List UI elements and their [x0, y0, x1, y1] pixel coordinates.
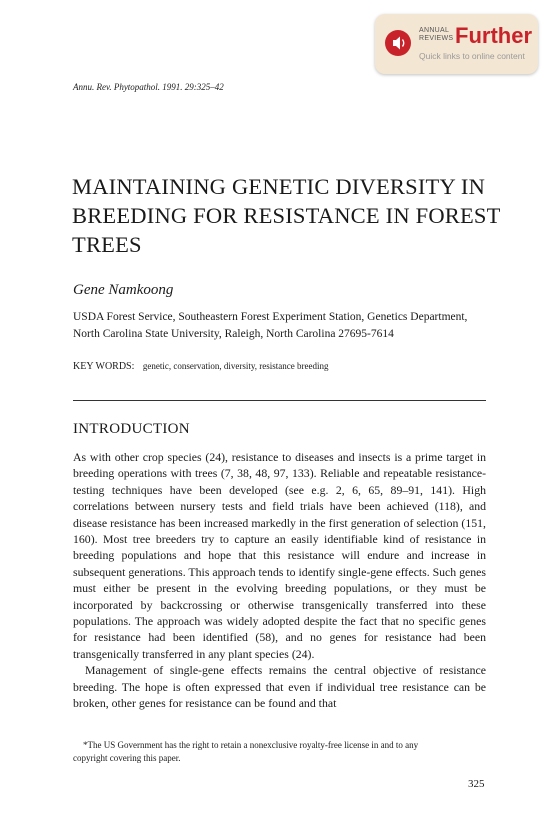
page-number: 325	[468, 778, 485, 790]
further-badge[interactable]	[375, 14, 538, 74]
speaker-logo-icon	[385, 30, 411, 56]
publisher-name: ANNUAL REVIEWS	[419, 27, 454, 42]
author-name: Gene Namkoong	[73, 282, 174, 298]
affiliation-line: North Carolina State University, Raleigh, North Carolina 27695-7614	[73, 328, 394, 340]
keywords-values: genetic, conservation, diversity, resistance breeding	[142, 361, 329, 371]
article-title: MAINTAINING GENETIC DIVERSITY IN BREEDING FOR RESISTANCE IN FOREST TREES	[72, 174, 501, 257]
author-affiliation	[73, 309, 493, 343]
footnote: *The US Government has the right to retain a nonexclusive royalty-free license in and to any copyright covering this paper.	[73, 740, 419, 763]
journal-citation: Annu. Rev. Phytopathol. 1991. 29:325–42	[73, 82, 224, 92]
further-wordmark: Further	[455, 23, 532, 48]
body-text	[73, 449, 486, 712]
further-tagline: Quick links to online content	[419, 51, 525, 61]
body-paragraph: Management of single-gene effects remains the central objective of resistance breeding. The hope is often expressed that even if individual tree resistance can be broken, other genes for resistance can be found and that	[73, 663, 486, 711]
section-heading: INTRODUCTION	[73, 421, 190, 437]
keywords-line	[73, 361, 329, 372]
section-divider	[73, 400, 486, 401]
keywords-label: KEY WORDS:	[73, 361, 135, 372]
body-paragraph: As with other crop species (24), resistance to diseases and insects is a prime target in breeding operations with trees (7, 38, 48, 97, 133). Reliable and repeatable resistance-testing techniques have been developed (see e.g. 2, 6, 65, 89–91, 141). High correlations between nursery tests and field trials have been achieved (118), and disease resistance has been increased markedly in the first generation of selection (151, 160). Most tree breeders try to capture an easily identifiable kind of resistance in breeding populations and hope that this resistance will endure and increase in subsequent generations. This approach tends to identify single-gene effects. Such genes must either be present in the evolving breeding populations, or they must be incorporated by backcrossing or otherwise transgenically transferred into these populations. The approach was widely adopted despite the fact that no specific genes for resistance had been identified (58), and no genes for resistance had been transgenically transferred in any plant species (24).	[73, 450, 487, 661]
affiliation-line: USDA Forest Service, Southeastern Forest Experiment Station, Genetics Department,	[73, 311, 468, 323]
